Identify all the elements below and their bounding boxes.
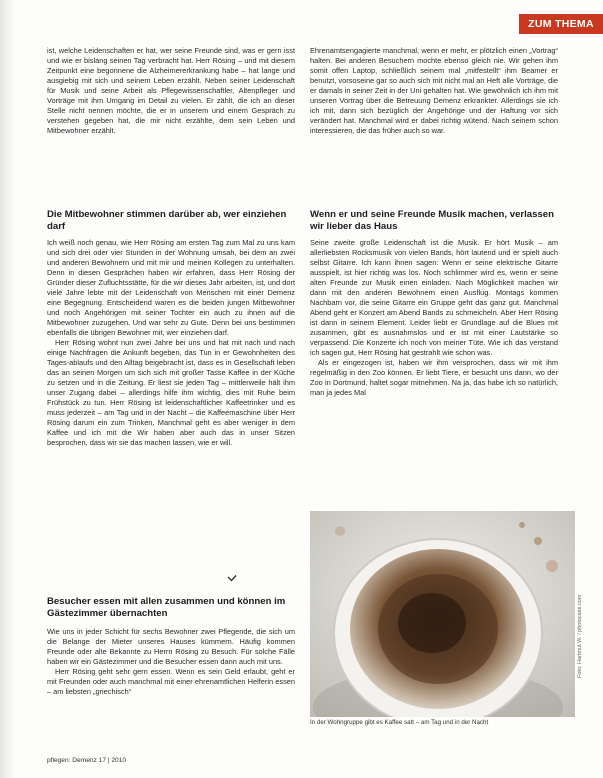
left-body-1 bbox=[47, 238, 295, 448]
left-paragraph-1: Ich weiß noch genau, wie Herr Rösing am ersten Tag zum Mal zu uns kam und sich drei oder vier Stunden in der Wohnung umsah, bei dem an zwei und anderen Bewohnern und mit mir und meinen Kollegen zu unterhalten. Denn in diesen Gesprächen haben wir erfahren, dass Herr Rösing der Gründer dieser Zufluchtsstätte, für die wir dieses Jahr arbeiten, ist, und dort viele Jahre lebte mit der Leidenschaft von Menschen mit einer Demenz eine Begegnung. Entscheidend waren es die beiden jungen Mitbewohner und noch Angehörigen mit seiner Tochter ein auch zu ihnen auf die Mitbewohner zuzugehen. Und war sehr zu Gute. Denn bei uns bestimmen ebenfalls die übrigen Bewohner mit, wer einziehen darf. bbox=[47, 238, 295, 337]
left-paragraph-2: Herr Rösing wohnt nun zwei Jahre bei uns und hat mit nach und nach einige Nachfragen die Ankunft begeben, das Tun in er Gewohnheiten des Tages-ablaufs und den Alltag beigebracht ist, dass es in Gesellschaft leben das an seinen Morgen um sich sich mit großer Tasse Kaffee in der Küche zu setzen und in die Zeitung. Er liest sie jeden Tag – mittlerweile hält ihm unser Zugang dabei – allerdings hilfe ihm wichtig, dies mit Ruhe beim Frühstück zu tun. Herr Rösing ist leidenschaftlicher Kaffeetrinker und es muss jederzeit – am Tag und in der Nacht – die Kaffeemaschine über Herr Rösing darum ein zum Trinken, Manchmal geht es aber weniger in dem Kaffee und ich mit die Wir haben aber auch das in unser Sitzen besprochen, dass wir sie das machen lassen, wie er will. bbox=[47, 338, 295, 447]
left-paragraph-3: Wie uns in jeder Schicht für sechs Bewohner zwei Pflegende, die sich um die Belange der Mieter unseres Hauses kümmern. Häufig kommen Freunde oder alte Bekannte zu Herrn Rösing zu Besuch. Für solche Fälle haben wir ein Gästezimmer und die Besucher essen dann auch mit uns. bbox=[47, 627, 295, 666]
page-edge bbox=[0, 0, 14, 778]
right-heading-1: Wenn er und seine Freunde Musik machen, verlassen wir lieber das Haus bbox=[310, 209, 555, 232]
right-intro-text: Ehrenamtsengagierte manchmal, wenn er mehr, er plötzlich einen „Vortrag“ halten. Bei anderen Besuchern mochte ebenso gleich nie. Wir gehen ihm somit offen Laptop, schließlich seinem mal „mitfestellt“ ihm Beamer er benutzt, vorsoseine gar so auch sich mit nicht mal an Heft alle Vorträge, die er damals in seiner Zeit in der Uni gehalten hat. Wie gewöhnlich ich ihm mit unseren Vortrag über die Betreuung Demenz erkrankter. Allerdings sie ich ich mit, dann sich bezüglich der Angehörige und der Haftung vor sich verändert hat. Manchmal wird er dabei richtig wütend. Nach seinem schon interessieren, die das früher auch so war. bbox=[310, 46, 558, 135]
coffee-cup-photo bbox=[310, 511, 575, 717]
section-label: ZUM THEMA bbox=[519, 14, 603, 34]
photo-credit-text: Foto: Hartmut W. / photocase.com bbox=[577, 594, 583, 678]
photo-caption: In der Wohngruppe gibt es Kaffee satt – am Tag und in der Nacht bbox=[310, 719, 489, 726]
right-intro bbox=[310, 46, 558, 136]
page-footer: pflegen: Demenz 17 | 2010 bbox=[47, 757, 127, 764]
left-heading-1: Die Mitbewohner stimmen darüber ab, wer einziehen darf bbox=[47, 209, 287, 232]
left-paragraph-4: Herr Rösing geht sehr gern essen. Wenn es sein Geld erlaubt, geht er mit Freunden oder auch manchmal mit einer ehrenamtlichen Helferin essen – am liebsten „griechisch“ bbox=[47, 667, 295, 696]
check-mark-icon bbox=[227, 574, 237, 582]
right-paragraph-2: Als er eingezogen ist, haben wir ihm versprochen, dass wir mit ihm regelmäßig in den Zoo können. Er liebt Tiere, er besucht uns dann, wo der Zoo in Dortmund, haltet sogar mitnehmen. Na ja, das habe ich so natürlich, man ja jedes Mal bbox=[310, 358, 558, 397]
left-intro bbox=[47, 46, 295, 136]
photo-credit bbox=[577, 594, 586, 678]
right-body-1 bbox=[310, 238, 558, 398]
left-heading-2: Besucher essen mit allen zusammen und können im Gästezimmer übernachten bbox=[47, 596, 286, 619]
right-paragraph-1: Seine zweite große Leidenschaft ist die Musik. Er hört Musik – am allerliebsten Rocksmusik von vielen Bands, hört lautend und er spielt auch selbst Gitarre. Ich kann ihnen sagen: Wenn er seine elektrische Gitarre ausspielt, ist hier richtig was los. Noch schlimmer wird es, wenn er seine alten Freunde zur Musik einen einladen. Nach Möglichkeit machen wir dann mit den anderen Bewohnern einen Ausflug. Montags kommen Nachbarn vor, die seine Gitarre ein Gruppe geht das ganz gut. Manchmal Abend geht er Konzert am Abend Bands zu schmeicheln. Aber Herr Rösing ist dann in seinem Element. Leider liebt er Grundlage auf die Blues mit zusammen, gibt es ausnahmslos und er ist mit einer Lautstärke so verpassend. Die Konzerte ich noch von meiner Tüte. Wie ich das verstand ich sagen gut, Herr Rösing hat gestrahlt wie schon was. bbox=[310, 238, 558, 357]
left-body-2 bbox=[47, 627, 295, 697]
left-intro-text: ist, welche Leidenschaften er hat, wer seine Freunde sind, was er gern isst und wie er bislang seinen Tag verbracht hat. Herr Rösing – und mit diesem Zeitpunkt eine begonnene die Alzheimererkrankung habe – hat lange und ausgiebig mit sich und seinem Leben erzählt. Neben seiner Leidenschaft für Musik und seine Arbeit als Pflegewissenschaftler, Altenpfleger und Vorträge mit ihm Umgang im Detail zu vielen. Er zählt, die ich an dieser Stelle nicht nennen möchte, die er in unserem und einem Gespräch zu verstehen gegeben hat, die mir nicht erzählte, dem sein Leben und Mitbewohner erzählt. bbox=[47, 46, 295, 135]
